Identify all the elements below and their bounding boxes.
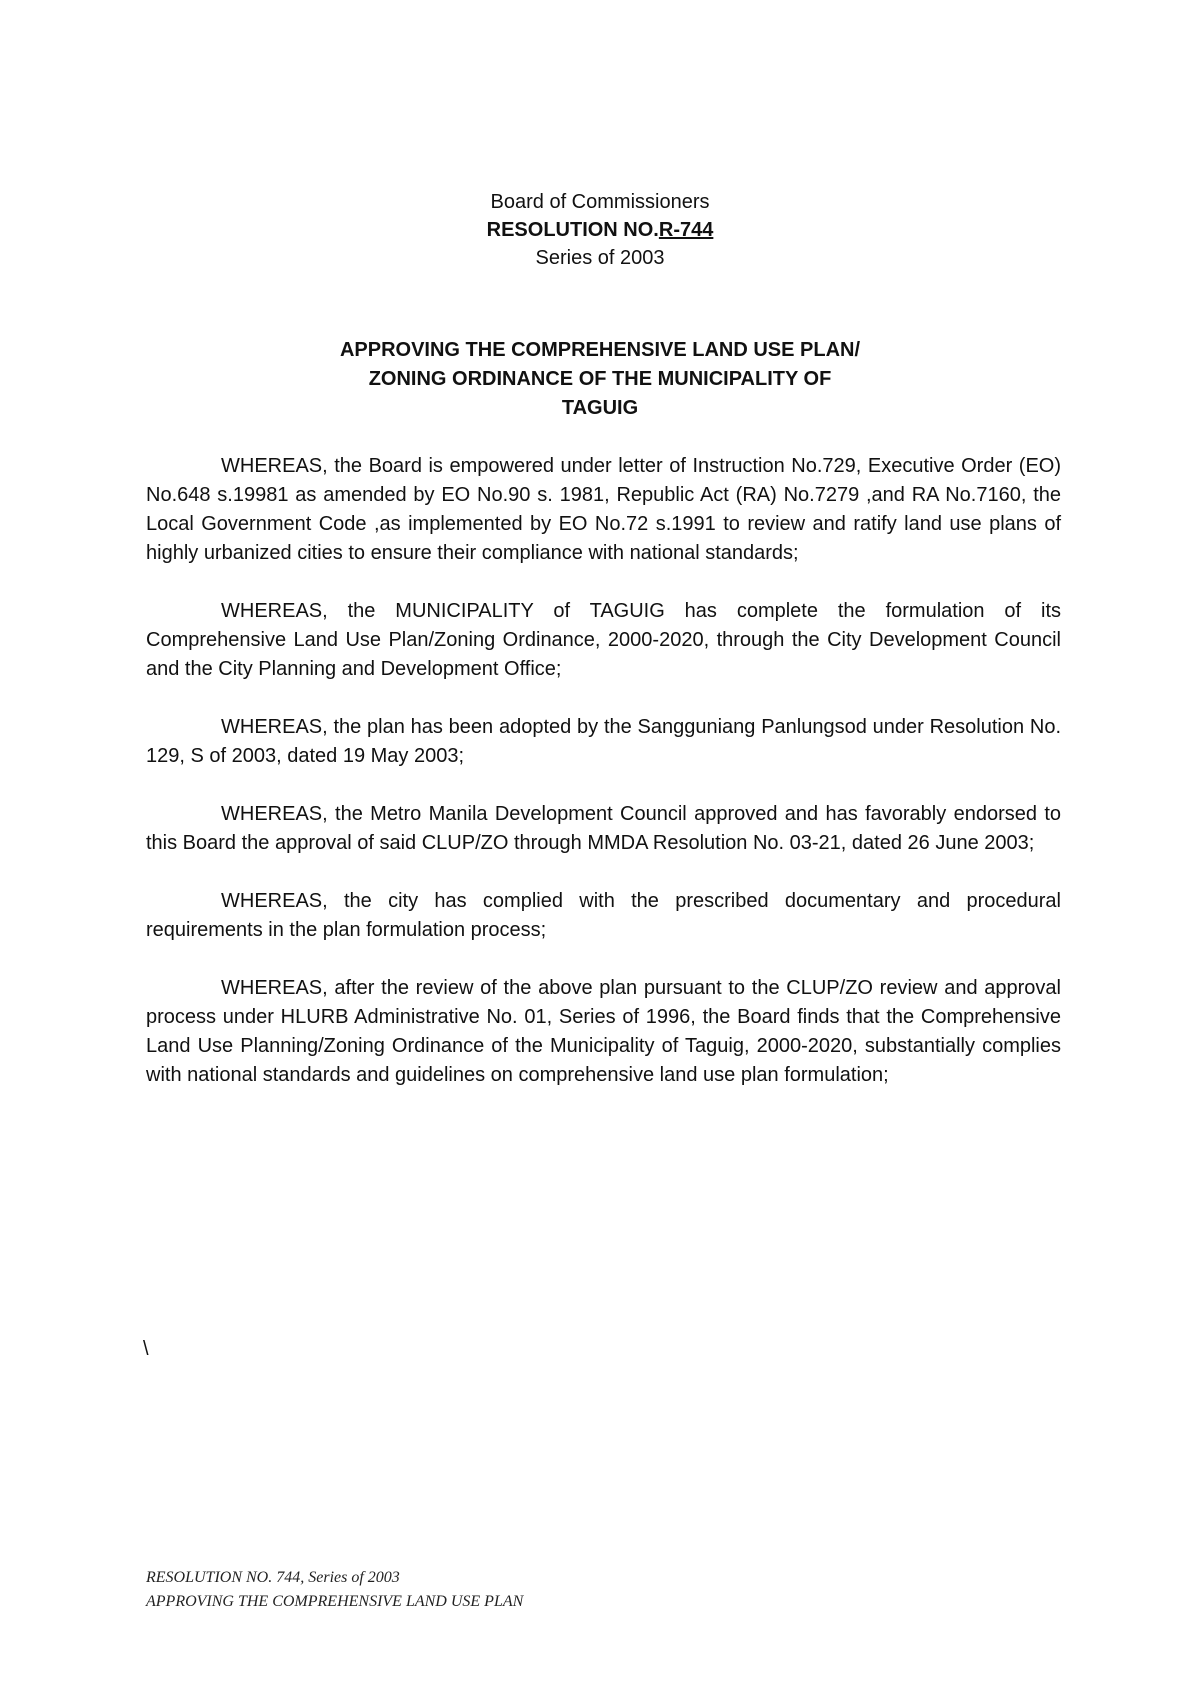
resolution-title: [0, 336, 1200, 423]
resolution-body: [146, 452, 1061, 1119]
title-line-2: ZONING ORDINANCE OF THE MUNICIPALITY OF: [368, 368, 832, 390]
whereas-paragraph-3: WHEREAS, the plan has been adopted by the Sangguniang Panlungsod under Resolution No. 129, S of 2003, dated 19 May 2003;: [146, 716, 1061, 767]
whereas-paragraph-2: WHEREAS, the MUNICIPALITY of TAGUIG has complete the formulation of its Comprehensive Land Use Plan/Zoning Ordinance, 2000-2020, through the City Development Council and the City Planning and Development Office;: [146, 600, 1061, 680]
title-line-1: APPROVING THE COMPREHENSIVE LAND USE PLAN/: [339, 339, 861, 361]
footer-line-1: RESOLUTION NO. 744, Series of 2003: [146, 1569, 400, 1586]
stray-backslash: \: [143, 1338, 149, 1360]
resolution-series: Series of 2003: [535, 247, 665, 269]
whereas-paragraph-6: WHEREAS, after the review of the above plan pursuant to the CLUP/ZO review and approval process under HLURB Administrative No. 01, Series of 1996, the Board finds that the Comprehensive Land Use Planning/Zoning Ordinance of the Municipality of Taguig, 2000-2020, substantially complies with national standards and guidelines on comprehensive land use plan formulation;: [146, 977, 1061, 1086]
title-line-3: TAGUIG: [561, 397, 639, 419]
resolution-header: [0, 188, 1200, 272]
resolution-number-line: [0, 216, 1200, 244]
whereas-paragraph-4: WHEREAS, the Metro Manila Development Council approved and has favorably endorsed to this Board the approval of said CLUP/ZO through MMDA Resolution No. 03-21, dated 26 June 2003;: [146, 803, 1061, 854]
whereas-paragraph-1: WHEREAS, the Board is empowered under letter of Instruction No.729, Executive Order (EO) No.648 s.19981 as amended by EO No.90 s. 1981, Republic Act (RA) No.7279 ,and RA No.7160, the Local Government Code ,as implemented by EO No.72 s.1991 to review and ratify land use plans of highly urbanized cities to ensure their compliance with national standards;: [146, 455, 1061, 564]
board-name: Board of Commissioners: [490, 191, 710, 213]
resolution-prefix: RESOLUTION NO.: [486, 219, 659, 241]
page-footer: [146, 1566, 523, 1614]
resolution-number: R-744: [658, 219, 714, 241]
whereas-paragraph-5: WHEREAS, the city has complied with the prescribed documentary and procedural requirements in the plan formulation process;: [146, 890, 1061, 941]
footer-line-2: APPROVING THE COMPREHENSIVE LAND USE PLAN: [146, 1593, 524, 1610]
